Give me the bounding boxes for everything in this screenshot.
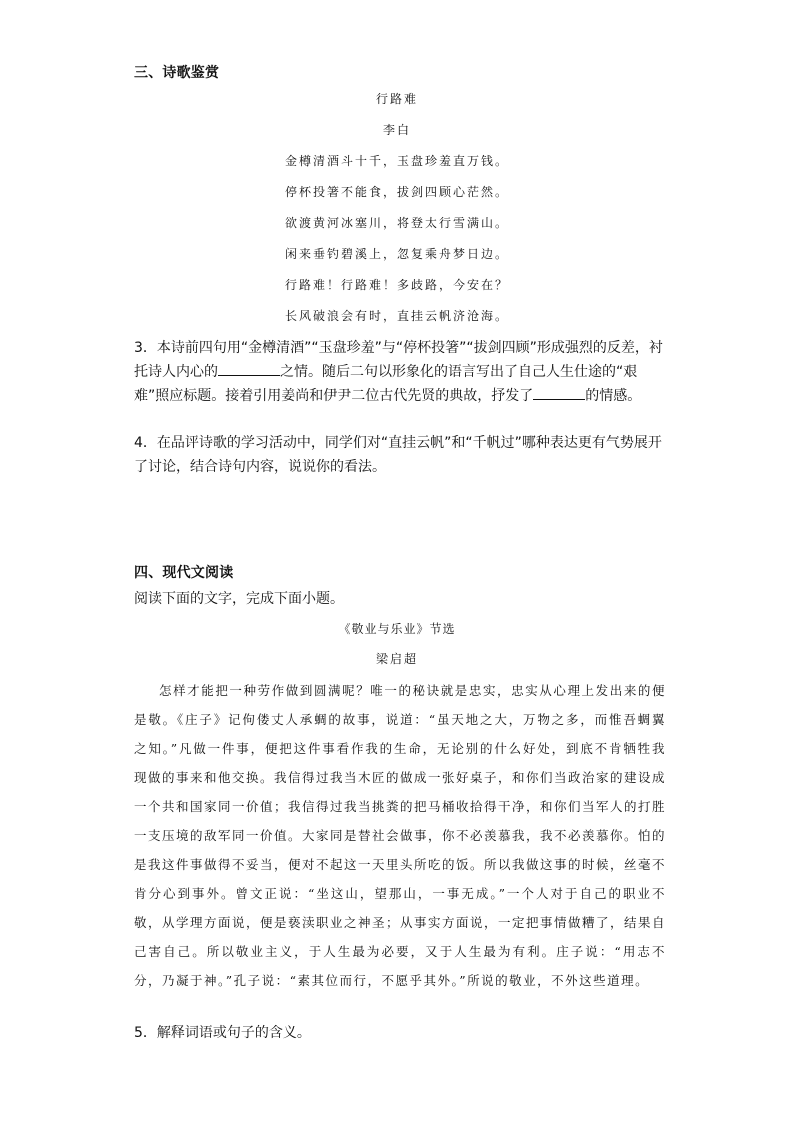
- question-4: 4．在品评诗歌的学习活动中，同学们对“直挂云帆”和“千帆过”哪种表达更有气势展开了讨论，结合诗句内容，说说你的看法。: [134, 435, 662, 475]
- answer-blank-2[interactable]: [533, 386, 585, 400]
- article-author: 梁启超: [375, 652, 418, 666]
- article-body: 怎样才能把一种劳作做到圆满呢？唯一的秘诀就是忠实，忠实从心理上发出来的便是敬。《庄子》记佝偻丈人承蜩的故事，说道：“虽天地之大，万物之多，而惟吾蜩翼之知。”凡做一件事，便把这件事看作我的生命，无论别的什么好处，到底不肯牺牲我现做的事来和他交换。我信得过我当木匠的做成一张好桌子，和你们当政治家的建设成一个共和国家同一价值；我信得过我当挑粪的把马桶收拾得干净，和你们当军人的打胜一支压境的敌军同一价值。大家同是替社会做事，你不必羡慕我，我不必羡慕你。怕的是我这件事做得不妥当，便对不起这一天里头所吃的饭。所以我做这事的时候，丝毫不肯分心到事外。曾文正说：“坐这山，望那山，一事无成。”一个人对于自己的职业不敬，从学理方面说，便是亵渎职业之神圣；从事实方面说，一定把事情做糟了，结果自己害自己。所以敬业主义，于人生最为必要，又于人生最为有利。庄子说：“用志不分，乃凝于神。”孔子说：“素其位而行，不愿乎其外。”所说的敬业，不外这些道理。: [134, 683, 667, 988]
- question-3: [134, 336, 669, 408]
- poem-line: 金樽清酒斗十千，玉盘珍羞直万钱。: [284, 154, 509, 168]
- article-title: 《敬业与乐业》节选: [338, 622, 456, 636]
- section4-heading: 四、现代文阅读: [134, 565, 234, 581]
- question-3-text-2: 之情。随后二句以形象化的语言写出了自己人生仕途的“艰难”照应标题。接着引用姜尚和伊尹二位古代先贤的典故，抒发了: [134, 364, 638, 404]
- poem-title: 行路难: [375, 92, 418, 106]
- poem-line: 长风破浪会有时，直挂云帆济沧海。: [284, 309, 509, 323]
- question-3-text-1: 3．本诗前四句用“金樽清酒”“玉盘珍羞”与“停杯投箸”“拔剑四顾”形成强烈的反差，衬托诗人内心的: [134, 340, 663, 380]
- poem-line: 闲来垂钓碧溪上，忽复乘舟梦日边。: [284, 247, 509, 261]
- question-5: 5．解释词语或句子的含义。: [134, 1025, 311, 1041]
- poem-line: 停杯投箸不能食，拔剑四顾心茫然。: [284, 185, 509, 199]
- poem-line: 行路难！行路难！多歧路，今安在？: [284, 278, 509, 292]
- answer-blank-1[interactable]: [218, 362, 280, 376]
- reading-instruction: 阅读下面的文字，完成下面小题。: [134, 591, 344, 607]
- question-3-text-3: 的情感。: [585, 388, 642, 404]
- poem-author: 李白: [382, 123, 411, 137]
- section3-heading: 三、诗歌鉴赏: [134, 65, 220, 81]
- poem-line: 欲渡黄河冰塞川，将登太行雪满山。: [284, 216, 509, 230]
